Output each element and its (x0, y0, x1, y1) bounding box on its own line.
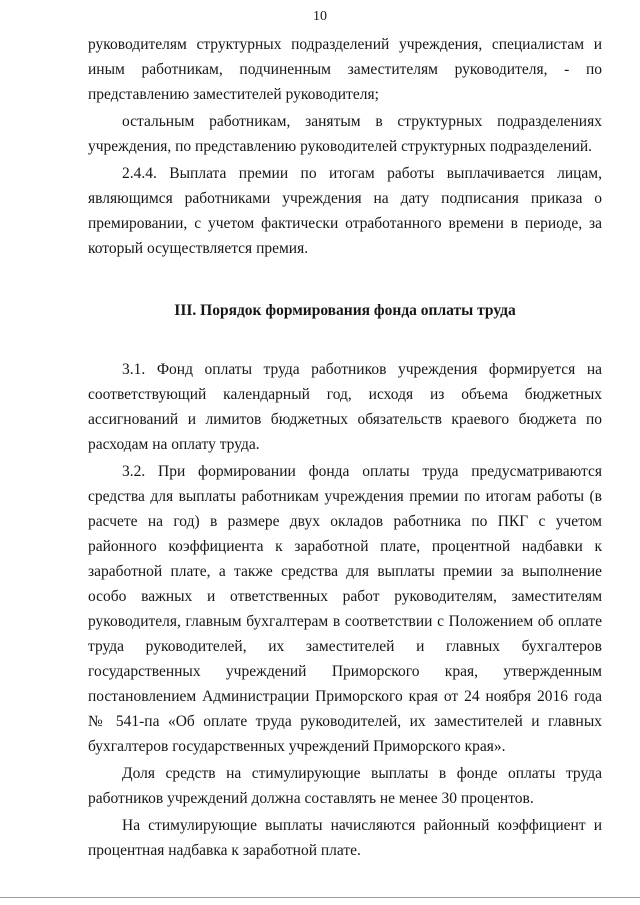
section-3-title: III. Порядок формирования фонда оплаты труда (174, 302, 516, 319)
paragraph-department-heads: руководителям структурных подразделений учреждения, специалистам и иным работникам, подчиненным заместителям руководителя, - по представлению заместителей руководителя; (88, 36, 602, 103)
paragraph-regional-coefficient: На стимулирующие выплаты начисляются районный коэффициент и процентная надбавка к заработной плате. (88, 817, 602, 859)
bottom-edge-line (0, 897, 640, 898)
document-body (88, 32, 602, 863)
paragraph-other-employees: остальным работникам, занятым в структурных подразделениях учреждения, по представлению руководителей структурных подразделений. (88, 113, 602, 155)
paragraph-stimulus-share: Доля средств на стимулирующие выплаты в фонде оплаты труда работников учреждений должна составлять не менее 30 процентов. (88, 765, 602, 807)
paragraph-2-4-4: 2.4.4. Выплата премии по итогам работы выплачивается лицам, являющимся работниками учреждения на дату подписания приказа о премировании, с учетом фактически отработанного времени в периоде, за который осуществляется премия. (88, 165, 602, 257)
page-number: 10 (313, 9, 327, 24)
paragraph-3-1: 3.1. Фонд оплаты труда работников учреждения формируется на соответствующий календарный год, исходя из объема бюджетных ассигнований и лимитов бюджетных обязательств краевого бюджета по расходам на оплату труда. (88, 361, 602, 453)
paragraph-3-2: 3.2. При формировании фонда оплаты труда предусматриваются средства для выплаты работникам учреждения премии по итогам работы (в расчете на год) в размере двух окладов работника по ПКГ с учетом районного коэффициента к заработной плате, процентной надбавки к заработной плате, а также средства для выплаты премии за выполнение особо важных и ответственных работ руководителям, заместителям руководителя, главным бухгалтерам в соответствии с Положением об оплате труда руководителей, их заместителей и главных бухгалтеров государственных учреждений Приморского края, утвержденным постановлением Администрации Приморского края от 24 ноября 2016 года № 541-па «Об оплате труда руководителей, их заместителей и главных бухгалтеров государственных учреждений Приморского края». (88, 463, 602, 755)
